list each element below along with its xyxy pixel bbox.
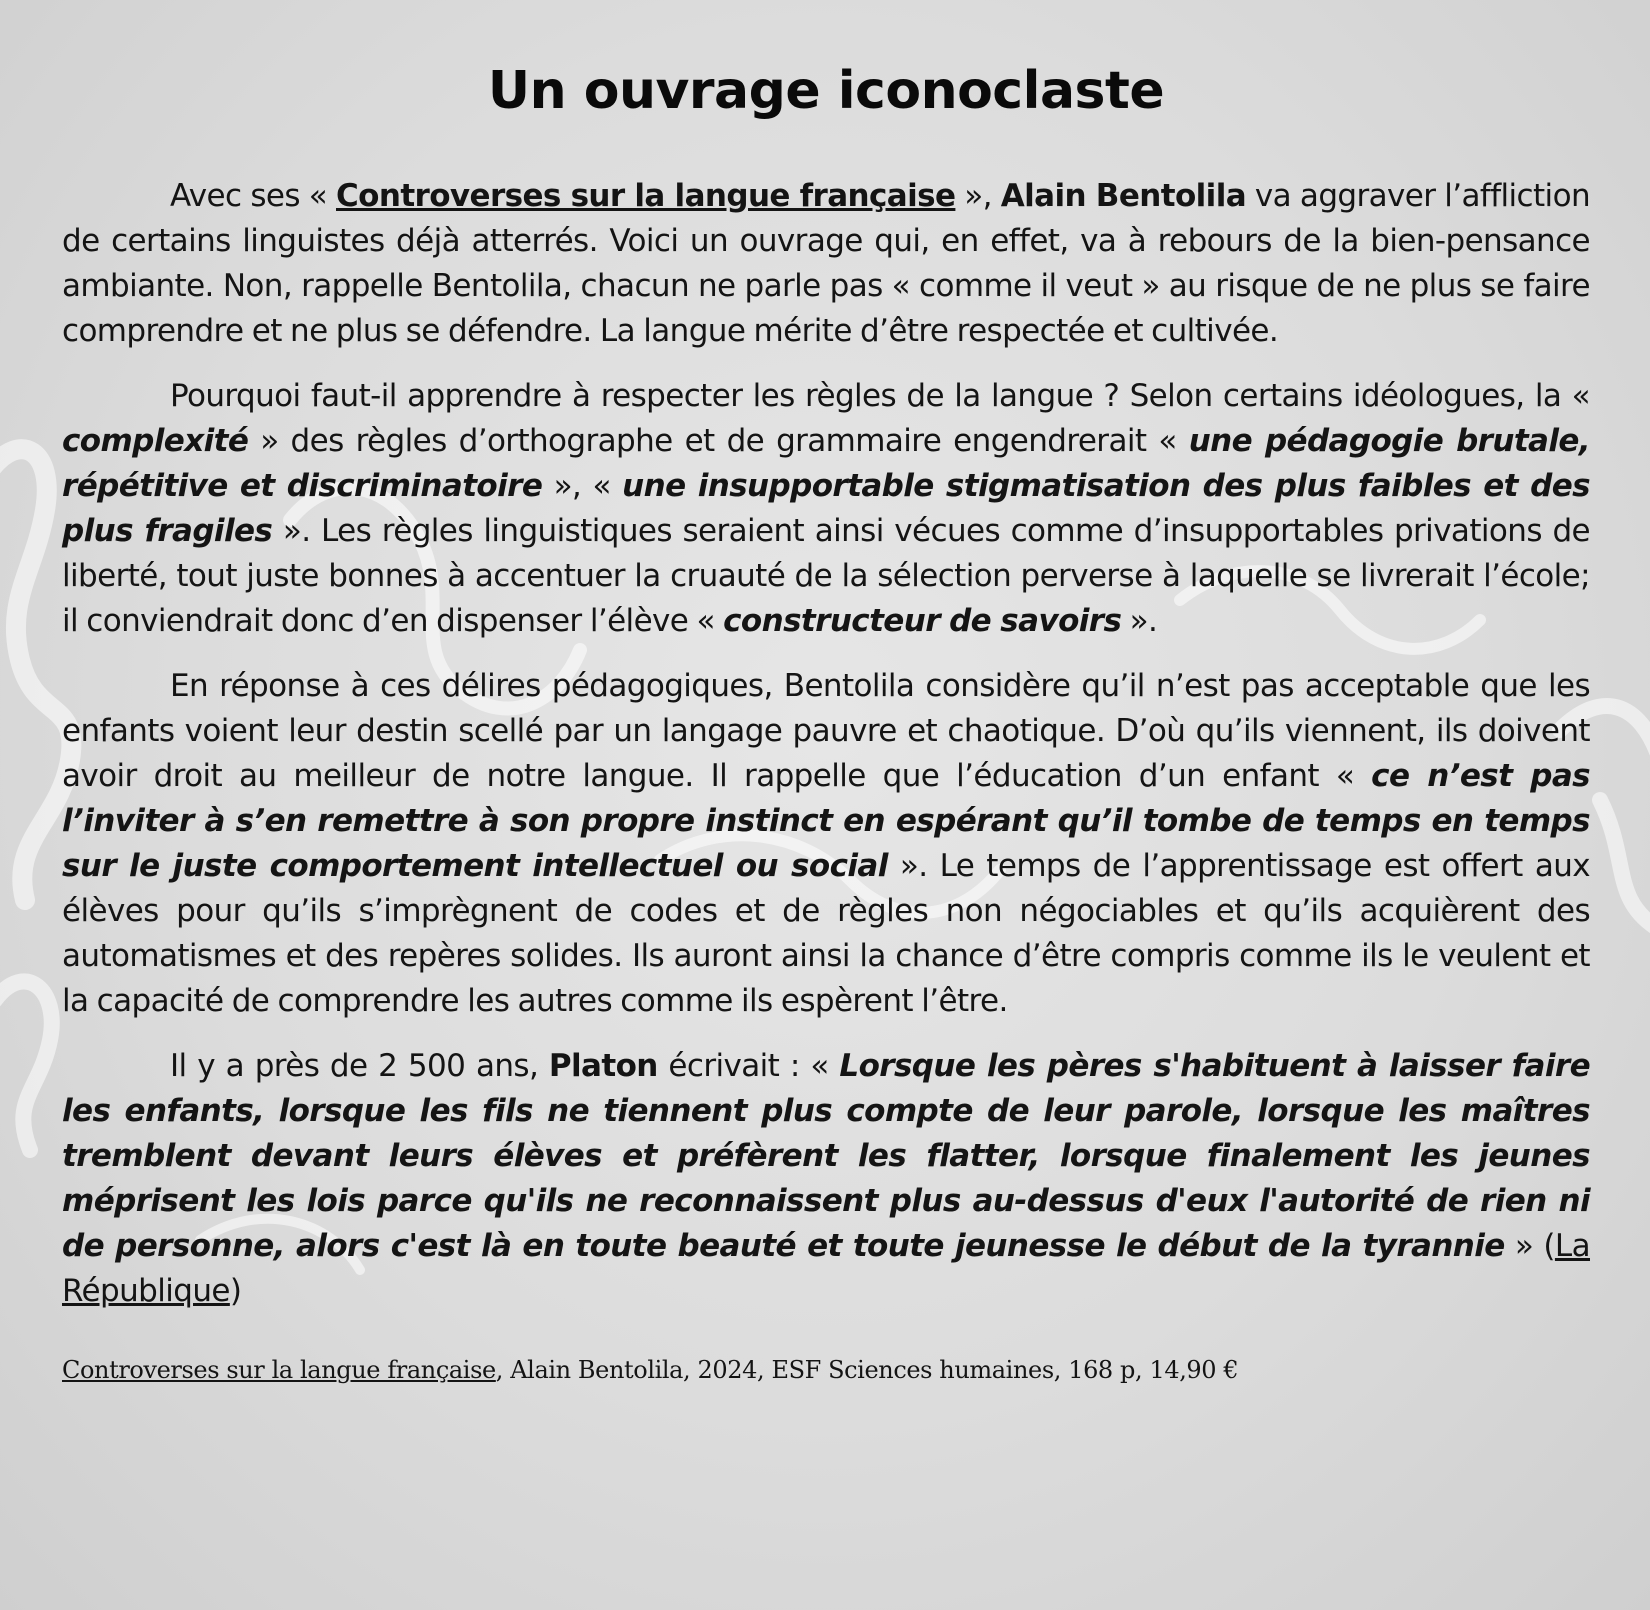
author-name: Alain Bentolila [1000, 178, 1247, 215]
p4-text-3: » ( [1504, 1228, 1555, 1265]
p2-text-5: ». [1121, 603, 1158, 640]
p1-text-2: », [955, 178, 1001, 215]
p2-quote-1: complexité [62, 423, 249, 460]
p2-quote-4: constructeur de savoirs [723, 603, 1122, 640]
page-title: Un ouvrage iconoclaste [487, 61, 1165, 121]
p4-text-2: écrivait : « [657, 1048, 840, 1085]
p2-text-4: ». Les règles linguistiques seraient ainsi vécues comme d’insupportables privations de liberté, tout juste bonnes à accentuer la cruauté de la sélection perverse à laquelle se livrerait l’école; il conviendrait donc d’en dispenser l’élève « [62, 513, 1590, 640]
p2-quote-2: une pédagogie brutale, répétitive et discriminatoire [62, 423, 1590, 505]
p4-text-4: ) [229, 1273, 242, 1310]
p3-text-1: En réponse à ces délires pédagogiques, Bentolila considère qu’il n’est pas acceptable que les enfants voient leur destin scellé par un langage pauvre et chaotique. D’où qu’ils viennent, ils doivent avoir droit au meilleur de notre langue. Il rappelle que l’éducation d’un enfant « [62, 668, 1590, 795]
p3-text-2: ». Le temps de l’apprentissage est offert aux élèves pour qu’ils s’imprègnent de codes et de règles non négociables et qu’ils acquièrent des automatismes et des repères solides. Ils auront ainsi la chance d’être compris comme ils le veulent et la capacité de comprendre les autres comme ils espèrent l’être. [62, 848, 1591, 1020]
p3-quote-1: ce n’est pas l’inviter à s’en remettre à son propre instinct en espérant qu’il tombe de temps en temps sur le juste comportement intellectuel ou social [62, 758, 1590, 885]
book-reference [62, 1354, 1590, 1386]
footer-book-link[interactable]: Controverses sur la langue française [62, 1356, 496, 1385]
paragraph-2 [62, 374, 1590, 644]
paragraph-3 [62, 664, 1590, 1024]
article [62, 60, 1590, 1386]
p1-text-1: Avec ses « [170, 178, 336, 215]
p2-quote-3: une insupportable stigmatisation des plus faibles et des plus fragiles [62, 468, 1590, 550]
p1-text-3: va aggraver l’affliction de certains linguistes déjà atterrés. Voici un ouvrage qui, en effet, va à rebours de la bien-pensance ambiante. Non, rappelle Bentolila, chacun ne parle pas « comme il veut » au risque de ne plus se faire comprendre et ne plus se défendre. La langue mérite d’être respectée et cultivée. [62, 178, 1590, 350]
footer-details: , Alain Bentolila, 2024, ESF Sciences humaines, 168 p, 14,90 € [495, 1356, 1239, 1385]
p2-text-1: Pourquoi faut-il apprendre à respecter les règles de la langue ? Selon certains idéologues, la « [170, 378, 1590, 415]
p2-text-3: », « [542, 468, 623, 505]
book-title-link[interactable]: Controverses sur la langue française [336, 178, 956, 215]
la-republique-link[interactable]: La République [62, 1228, 1590, 1310]
p2-text-2: » des règles d’orthographe et de grammaire engendrerait « [248, 423, 1189, 460]
platon-quote: Lorsque les pères s'habituent à laisser faire les enfants, lorsque les fils ne tiennent plus compte de leur parole, lorsque les maîtres tremblent devant leurs élèves et préfèrent les flatter, lorsque finalement les jeunes méprisent les lois parce qu'ils ne reconnaissent plus au-dessus d'eux l'autorité de rien ni de personne, alors c'est là en toute beauté et toute jeunesse le début de la tyrannie [62, 1048, 1591, 1265]
paragraph-1 [62, 174, 1590, 354]
platon-name: Platon [548, 1048, 658, 1085]
p4-text-1: Il y a près de 2 500 ans, [170, 1048, 549, 1085]
paragraph-4 [62, 1044, 1590, 1314]
